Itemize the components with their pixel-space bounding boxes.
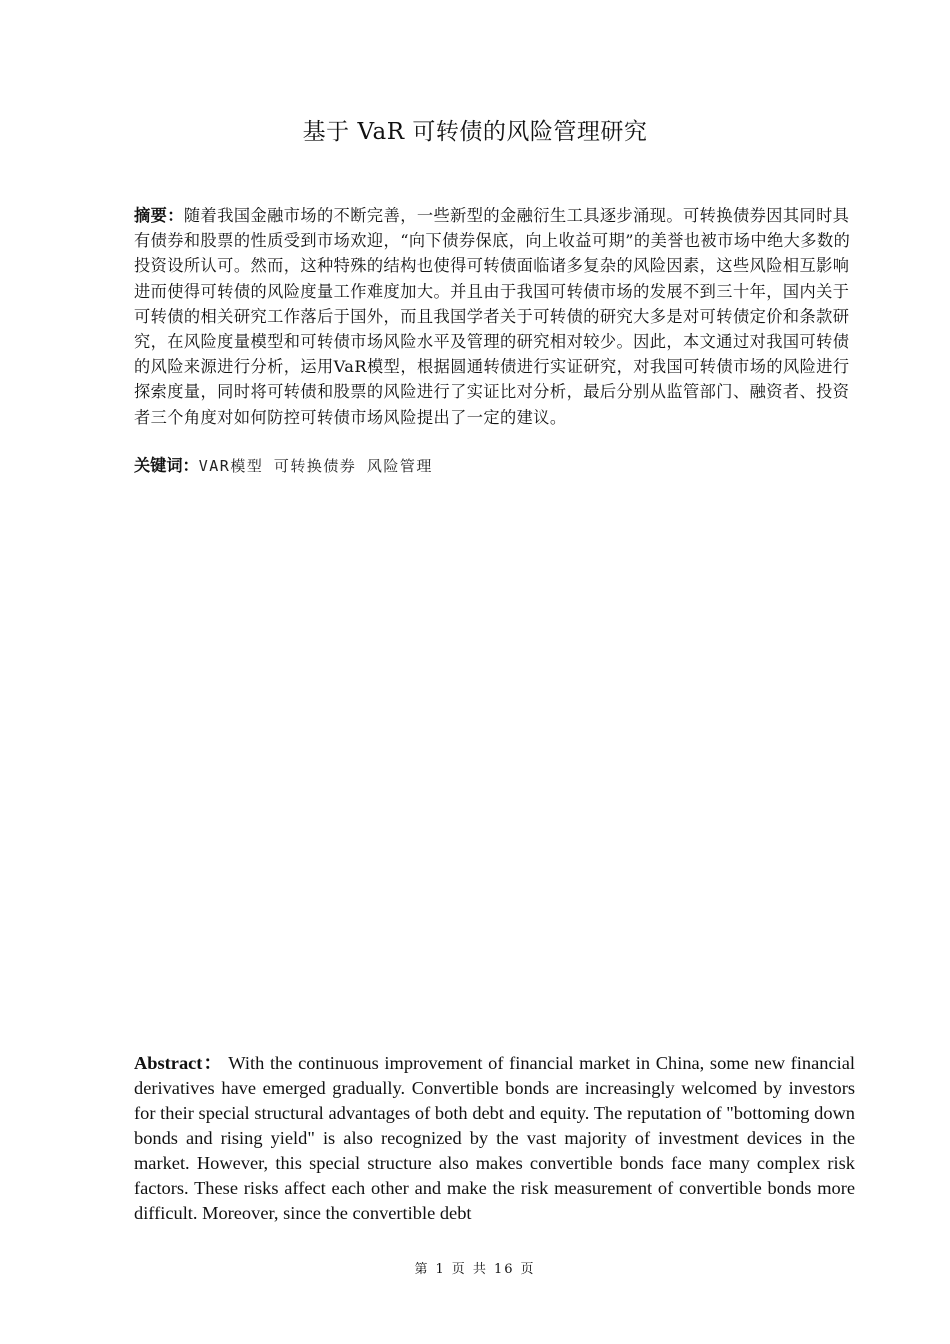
footer-prefix: 第 — [414, 1262, 430, 1277]
footer-total-pages: 16 — [493, 1262, 515, 1277]
keywords-text: VAR模型 可转换债券 风险管理 — [198, 457, 433, 475]
chinese-abstract-label: 摘要： — [134, 206, 184, 225]
document-title: 基于 VaR 可转债的风险管理研究 — [302, 119, 648, 145]
english-abstract-text: With the continuous improvement of financial market in China, some new financial derivatives have emerged gradually. Convertible bonds are increasingly welcomed by investors for their special structural advantages of both debt and equity. The reputation of "bottoming down bonds and rising yield" is also recognized by the vast majority of investment devices in the market. However, this special structure also makes convertible bonds face many complex risk factors. These risks affect each other and make the risk measurement of convertible bonds more difficult. Moreover, since the convertible debt — [134, 1053, 856, 1223]
keywords-label: 关键词： — [134, 456, 199, 475]
english-abstract-label: Abstract： — [134, 1053, 223, 1073]
footer-page-number: 1 — [435, 1262, 446, 1277]
footer-suffix: 页 — [520, 1262, 536, 1277]
page-footer — [0, 1258, 950, 1277]
chinese-abstract-text: 随着我国金融市场的不断完善，一些新型的金融衍生工具逐步涌现。可转换债券因其同时具有债券和股票的性质受到市场欢迎，“向下债券保底，向上收益可期”的美誉也被市场中绝大多数的投资设所认可。然而，这种特殊的结构也使得可转债面临诸多复杂的风险因素，这些风险相互影响进而使得可转债的风险度量工作难度加大。并且由于我国可转债市场的发展不到三十年，国内关于可转债的相关研究工作落后于国外，而且我国学者关于可转债的研究大多是对可转债定价和条款研究，在风险度量模型和可转债市场风险水平及管理的研究相对较少。因此，本文通过对我国可转债的风险来源进行分析，运用VaR模型，根据圆通转债进行实证研究，对我国可转债市场的风险进行探索度量，同时将可转债和股票的风险进行了实证比对分析，最后分别从监管部门、融资者、投资者三个角度对如何防控可转债市场风险提出了一定的建议。 — [134, 206, 851, 427]
footer-middle: 页 共 — [451, 1262, 488, 1277]
keywords — [134, 453, 856, 479]
english-abstract — [134, 1051, 855, 1226]
chinese-abstract — [134, 203, 856, 430]
